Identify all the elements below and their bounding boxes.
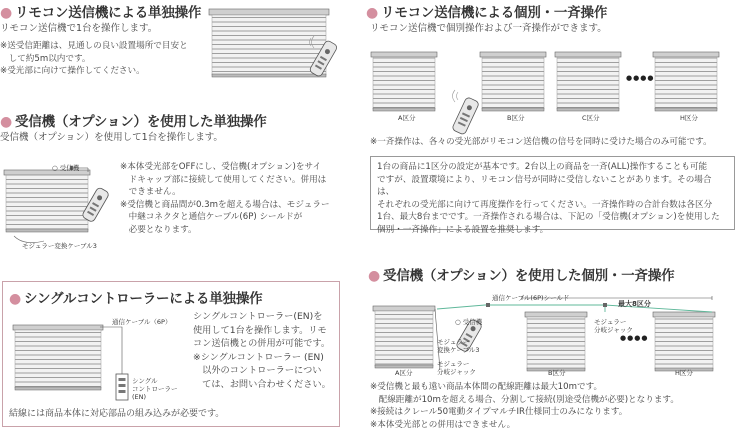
mod-cable-label-s5 xyxy=(437,338,480,354)
receiver-label-s3 xyxy=(52,164,79,172)
section5-notes xyxy=(370,381,738,431)
section4-title xyxy=(9,287,262,307)
cable-label-s3: モジュラー変換ケーブル3 xyxy=(22,242,97,250)
section4-desc xyxy=(193,310,338,391)
section4-bottom-note: 結線には商品本体に対応部品の組み込みが必要です。 xyxy=(9,409,225,419)
note-line: 配線距離が10mを超える場合、分割して接続(別途受信機が必要)となります。 xyxy=(370,394,679,405)
zone-label-c: C区分 xyxy=(582,114,600,122)
section3-title-text: 受信機（オプション）を使用した単独操作 xyxy=(15,114,267,130)
info-line: 1台の商品に1区分の設定が基本です。2台以上の商品を一斉(ALL)操作することも可能 xyxy=(377,162,708,172)
note-line: ※受信機と商品間が0.3mを超える場合は、モジュラー xyxy=(120,199,330,210)
jack-label-s5-b xyxy=(594,318,633,334)
controller-label-line: コントローラー xyxy=(132,385,178,393)
desc-line: ※シングルコントローラー (EN) xyxy=(193,351,324,363)
info-line: ですが、設置環境により、リモコン信号が同時に受信しないことがあります。その場合は、 xyxy=(377,174,712,197)
label-line: モジュラー xyxy=(437,338,470,346)
section1-notes xyxy=(0,40,205,78)
label-line: モジュラー xyxy=(594,318,627,326)
note-line: ※接続はクレール50電動タイプマルチIR仕様同士のみになります。 xyxy=(370,407,628,417)
receiver-label-s5 xyxy=(455,318,482,326)
zone-label-a-s5: A区分 xyxy=(395,369,413,377)
info-line: 個別・一斉操作」による設置を推奨します。 xyxy=(377,224,549,235)
zone-label-h-s5: H区分 xyxy=(675,369,693,377)
note-line: ドキャップ部に接続して使用してください。併用は xyxy=(120,174,327,185)
controller-label-s4 xyxy=(132,377,178,401)
cable-label-s5: 通信ケーブル(6P)シールド xyxy=(492,294,570,302)
bullet-icon: ● xyxy=(368,268,381,284)
section2-title-text: リモコン送信機による個別・一斉操作 xyxy=(381,5,608,21)
ellipsis-dots: ●●●● xyxy=(626,74,655,82)
label-line: 分岐ジャック xyxy=(437,368,476,376)
section1-title xyxy=(0,1,201,21)
bullet-icon: ● xyxy=(0,114,13,130)
bullet-icon: ● xyxy=(9,291,22,307)
note-line: ※受光部に向けて操作してください。 xyxy=(0,66,145,76)
label-line: モジュラー xyxy=(437,360,470,368)
section3-title xyxy=(0,110,267,130)
bullet-icon: ● xyxy=(366,5,379,21)
section2-desc: リモコン送信機で個別操作および一斉操作ができます。 xyxy=(370,23,607,34)
section3-desc: 受信機（オプション）を使用して1台を操作します。 xyxy=(0,132,223,143)
zone-label-b-s5: B区分 xyxy=(548,369,566,377)
zone-label-a: A区分 xyxy=(398,114,416,122)
desc-line: シングルコントローラー(EN)を xyxy=(193,311,323,322)
note-line: ※本体受光部をOFFにし、受信機(オプション)をサイ xyxy=(120,162,322,172)
info-line: 1台、最大8台までです。一斉操作される場合は、下記の「受信機(オプション)を使用した xyxy=(377,212,720,222)
zone-label-h: H区分 xyxy=(680,114,698,122)
section4-title-text: シングルコントローラーによる単独操作 xyxy=(24,291,263,307)
blind-illustration-s2-a xyxy=(371,52,437,111)
section3-notes xyxy=(120,161,360,236)
label-line: 分岐ジャック xyxy=(594,326,633,334)
section1-title-text: リモコン送信機による単独操作 xyxy=(15,5,202,21)
note-line: ※本体受光部との併用はできません。 xyxy=(370,419,516,430)
bullet-icon: ● xyxy=(0,5,13,21)
note-line: 必要となります。 xyxy=(120,224,197,235)
section5-title-text: 受信機（オプション）を使用した個別・一斉操作 xyxy=(383,268,675,284)
max-zones-label: 最大8区分 xyxy=(618,300,651,308)
receiver-dot-icon: ○ xyxy=(52,164,60,172)
jack-label-s5-a xyxy=(437,360,476,376)
receiver-label-text: 受信機 xyxy=(59,164,80,172)
receiver-label-text: 受信機 xyxy=(462,318,483,326)
controller-label-line: シングル xyxy=(132,377,158,385)
desc-line: 以外のコントローラーについ xyxy=(193,365,322,376)
signal-waves-s2 xyxy=(453,90,459,102)
section2-title xyxy=(366,1,607,21)
blind-illustration-s3 xyxy=(4,166,90,243)
note-line: ※受信機と最も遠い商品本体間の配線距離は最大10mです。 xyxy=(370,382,603,392)
zone-label-b: B区分 xyxy=(507,114,525,122)
note-line: ※送受信距離は、見通しの良い設置場所で目安と xyxy=(0,41,188,51)
controller-label-line: (EN) xyxy=(132,393,147,401)
blind-illustration-s2-c xyxy=(555,52,621,111)
receiver-dot-icon: ○ xyxy=(455,318,463,326)
wiring-illustration-s5 xyxy=(373,296,715,371)
blind-illustration-s2-b xyxy=(480,52,546,111)
note-line: 中継コネクタと通信ケーブル(6P) シールドが xyxy=(120,212,303,222)
ellipsis-dots: ●●●● xyxy=(620,334,649,342)
blind-illustration-s2-h xyxy=(653,52,719,111)
info-line: それぞれの受光部に向けて再度操作を行ってください。一斉操作時の合計台数は各区分 xyxy=(377,199,713,210)
section5-title xyxy=(368,264,674,284)
section2-info-box xyxy=(370,156,735,235)
note-line: して約5m以内です。 xyxy=(0,53,91,64)
desc-line: コン送信機との併用が可能です。 xyxy=(193,338,331,349)
label-line: 変換ケーブル3 xyxy=(437,346,480,354)
desc-line: 使用して1台を操作します。リモ xyxy=(193,324,327,336)
cable-label-s4: 通信ケーブル（6P） xyxy=(112,318,172,326)
section2-note: ※一斉操作は、各々の受光部がリモコン送信機の信号を同時に受けた場合のみ可能です。 xyxy=(370,137,712,147)
desc-line: ては、お問い合わせください。 xyxy=(193,378,331,390)
section1-desc: リモコン送信機で1台を操作します。 xyxy=(0,23,158,34)
remote-illustration-s2 xyxy=(452,97,480,136)
note-line: できません。 xyxy=(120,187,181,197)
